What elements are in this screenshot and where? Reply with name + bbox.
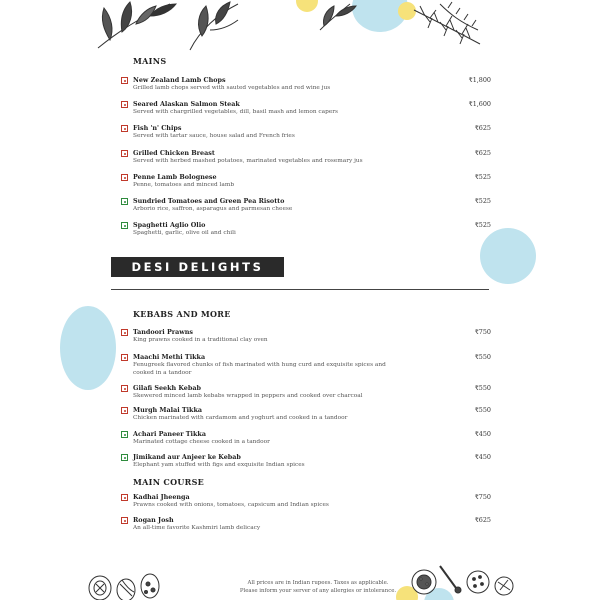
item-name: Murgh Malai Tikka — [133, 406, 203, 414]
item-price: ₹750 — [474, 493, 491, 501]
item-description: Penne, tomatoes and minced lamb — [133, 182, 235, 188]
item-description: Chicken marinated with cardamom and yoghurt and cooked in a tandoor — [133, 415, 348, 421]
item-price: ₹625 — [474, 149, 491, 157]
item-price: ₹625 — [474, 516, 491, 524]
item-price: ₹525 — [474, 197, 491, 205]
item-price: ₹525 — [474, 221, 491, 229]
item-name: Rogan Josh — [133, 516, 174, 524]
item-name: Penne Lamb Bolognese — [133, 173, 217, 181]
herb-sprig-illustration-icon — [90, 0, 240, 52]
item-name: Kadhai Jheenga — [133, 493, 190, 501]
menu-item — [121, 406, 491, 424]
menu-item — [121, 197, 491, 215]
item-price: ₹450 — [474, 453, 491, 461]
menu-item — [121, 149, 491, 167]
item-name: Maachi Methi Tikka — [133, 353, 206, 361]
item-description: An all-time favorite Kashmiri lamb delicacy — [133, 525, 261, 531]
menu-item — [121, 384, 491, 402]
item-price: ₹1,600 — [468, 100, 491, 108]
item-description: Elephant yam stuffed with figs and exquisite Indian spices — [133, 462, 305, 468]
item-price: ₹750 — [474, 328, 491, 336]
item-price: ₹525 — [474, 173, 491, 181]
nonveg-mark-icon — [121, 174, 128, 181]
menu-item — [121, 173, 491, 191]
desi-delights-banner: DESI DELIGHTS — [111, 257, 284, 277]
item-name: New Zealand Lamb Chops — [133, 76, 226, 84]
veg-mark-icon — [121, 431, 128, 438]
menu-item — [121, 353, 491, 379]
item-name: Achari Paneer Tikka — [133, 430, 206, 438]
kebabs-heading: KEBABS AND MORE — [133, 309, 231, 319]
item-name: Jimikand aur Anjeer ke Kebab — [133, 453, 241, 461]
veg-mark-icon — [121, 454, 128, 461]
nonveg-mark-icon — [121, 125, 128, 132]
item-name: Seared Alaskan Salmon Steak — [133, 100, 240, 108]
menu-item — [121, 516, 491, 534]
menu-item — [121, 453, 491, 471]
nonveg-mark-icon — [121, 354, 128, 361]
footer-note — [200, 579, 436, 595]
spice-pods-illustration-icon — [86, 566, 166, 600]
item-price: ₹625 — [474, 124, 491, 132]
nonveg-mark-icon — [121, 101, 128, 108]
item-price: ₹550 — [474, 384, 491, 392]
item-name: Gilafi Seekh Kebab — [133, 384, 201, 392]
item-description: Served with chargrilled vegetables, dill, basil mash and lemon capers — [133, 109, 339, 115]
nonveg-mark-icon — [121, 77, 128, 84]
item-description: King prawns cooked in a traditional clay oven — [133, 337, 268, 343]
item-name: Fish 'n' Chips — [133, 124, 182, 132]
item-price: ₹1,800 — [468, 76, 491, 84]
main-course-heading: MAIN COURSE — [133, 477, 205, 487]
item-name: Tandoori Prawns — [133, 328, 194, 336]
footer-prices-note: All prices are in Indian rupees. Taxes as applicable. — [247, 580, 389, 586]
item-name: Sundried Tomatoes and Green Pea Risotto — [133, 197, 285, 205]
item-description: Grilled lamb chops served with sauted vegetables and red wine jus — [133, 85, 331, 91]
menu-item — [121, 493, 491, 511]
footer-allergy-note: Please inform your server of any allergies or intolerance. — [239, 588, 397, 594]
menu-item — [121, 328, 491, 346]
menu-item — [121, 76, 491, 94]
item-price: ₹550 — [474, 406, 491, 414]
item-description: Fenugreek flavored chunks of fish marinated with hung curd and exquisite spices and cooked in a tandoor — [133, 362, 386, 376]
menu-item — [121, 124, 491, 142]
item-name: Grilled Chicken Breast — [133, 149, 215, 157]
veg-mark-icon — [121, 198, 128, 205]
nonveg-mark-icon — [121, 517, 128, 524]
veg-mark-icon — [121, 222, 128, 229]
menu-item — [121, 221, 491, 239]
section-divider — [111, 289, 489, 290]
menu-item — [121, 430, 491, 448]
item-price: ₹450 — [474, 430, 491, 438]
item-description: Served with herbed mashed potatoes, marinated vegetables and rosemary jus — [133, 158, 363, 164]
item-description: Prawns cooked with onions, tomatoes, capsicum and Indian spices — [133, 502, 329, 508]
item-price: ₹550 — [474, 353, 491, 361]
nonveg-mark-icon — [121, 329, 128, 336]
decor-blue-blob-left — [60, 306, 116, 390]
rosemary-illustration-icon — [310, 0, 490, 50]
nonveg-mark-icon — [121, 150, 128, 157]
item-description: Arborio rice, saffron, asparagus and parmesan cheese — [133, 206, 293, 212]
nonveg-mark-icon — [121, 385, 128, 392]
item-description: Marinated cottage cheese cooked in a tandoor — [133, 439, 270, 445]
item-name: Spaghetti Aglio Olio — [133, 221, 206, 229]
nonveg-mark-icon — [121, 494, 128, 501]
item-description: Served with tartar sauce, house salad and French fries — [133, 133, 295, 139]
mains-heading: MAINS — [133, 56, 167, 66]
item-description: Skewered minced lamb kebabs wrapped in peppers and cooked over charcoal — [133, 393, 363, 399]
item-description: Spaghetti, garlic, olive oil and chili — [133, 230, 236, 236]
menu-item — [121, 100, 491, 118]
nonveg-mark-icon — [121, 407, 128, 414]
